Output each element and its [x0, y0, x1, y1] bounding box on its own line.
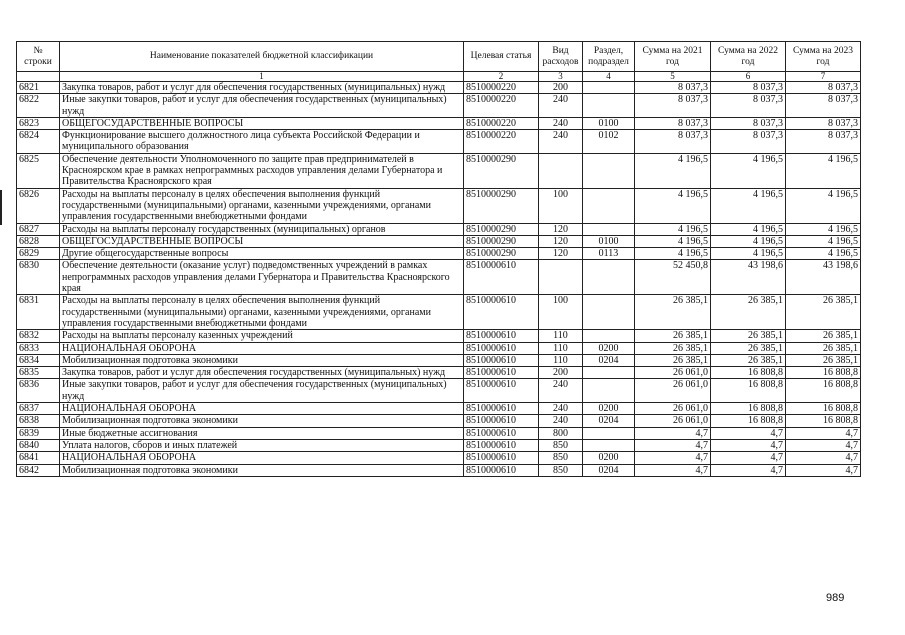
sum-2022-cell: 4 196,5 — [711, 153, 786, 188]
column-number: 7 — [786, 72, 861, 82]
target-article-cell: 8510000610 — [464, 415, 539, 427]
indicator-name-cell: Мобилизационная подготовка экономики — [60, 415, 464, 427]
target-article-cell: 8510000610 — [464, 354, 539, 366]
header-section: Раздел, подраздел — [583, 42, 635, 72]
sum-2021-cell: 26 061,0 — [635, 403, 711, 415]
indicator-name-cell: Иные бюджетные ассигнования — [60, 427, 464, 439]
sum-2023-cell: 16 808,8 — [786, 415, 861, 427]
table-row — [17, 427, 861, 439]
sum-2022-cell: 26 385,1 — [711, 342, 786, 354]
sum-2021-cell: 8 037,3 — [635, 130, 711, 154]
indicator-name-cell: Расходы на выплаты персоналу в целях обеспечения выполнения функций государственными (муниципальными) органами, казенными учреждениями, органами управления государственными внебюджетными фондами — [60, 295, 464, 330]
sum-2022-cell: 8 037,3 — [711, 130, 786, 154]
indicator-name-cell: Расходы на выплаты персоналу в целях обеспечения выполнения функций государственными (муниципальными) органами, казенными учреждениями, органами управления государственными внебюджетными фондами — [60, 188, 464, 223]
sum-2022-cell: 43 198,6 — [711, 260, 786, 295]
target-article-cell: 8510000290 — [464, 188, 539, 223]
indicator-name-cell: Другие общегосударственные вопросы — [60, 248, 464, 260]
target-article-cell: 8510000610 — [464, 427, 539, 439]
section-cell: 0200 — [583, 403, 635, 415]
sum-2023-cell: 4,7 — [786, 452, 861, 464]
table-row — [17, 295, 861, 330]
sum-2023-cell: 26 385,1 — [786, 330, 861, 342]
target-article-cell: 8510000610 — [464, 342, 539, 354]
sum-2023-cell: 8 037,3 — [786, 117, 861, 129]
table-row — [17, 82, 861, 94]
target-article-cell: 8510000290 — [464, 153, 539, 188]
sum-2021-cell: 8 037,3 — [635, 94, 711, 118]
expense-type-cell: 120 — [539, 223, 583, 235]
sum-2022-cell: 4,7 — [711, 452, 786, 464]
sum-2021-cell: 8 037,3 — [635, 82, 711, 94]
section-cell — [583, 94, 635, 118]
sum-2021-cell: 26 385,1 — [635, 342, 711, 354]
table-row — [17, 367, 861, 379]
column-number: 5 — [635, 72, 711, 82]
target-article-cell: 8510000610 — [464, 439, 539, 451]
column-number: 4 — [583, 72, 635, 82]
table-row — [17, 223, 861, 235]
target-article-cell: 8510000610 — [464, 330, 539, 342]
header-sum-2022: Сумма на 2022 год — [711, 42, 786, 72]
expense-type-cell: 850 — [539, 452, 583, 464]
section-cell — [583, 153, 635, 188]
sum-2021-cell: 4,7 — [635, 439, 711, 451]
indicator-name-cell: Мобилизационная подготовка экономики — [60, 354, 464, 366]
target-article-cell: 8510000220 — [464, 94, 539, 118]
section-cell: 0102 — [583, 130, 635, 154]
section-cell — [583, 295, 635, 330]
sum-2022-cell: 4,7 — [711, 464, 786, 476]
row-number-cell: 6828 — [17, 235, 60, 247]
sum-2021-cell: 4 196,5 — [635, 188, 711, 223]
section-cell: 0204 — [583, 415, 635, 427]
indicator-name-cell: ОБЩЕГОСУДАРСТВЕННЫЕ ВОПРОСЫ — [60, 117, 464, 129]
row-number-cell: 6825 — [17, 153, 60, 188]
section-cell — [583, 379, 635, 403]
row-number-cell: 6835 — [17, 367, 60, 379]
indicator-name-cell: Обеспечение деятельности (оказание услуг) подведомственных учреждений в рамках непрограммных расходов управления делами Губернатора и Правительства Красноярского края — [60, 260, 464, 295]
section-cell — [583, 330, 635, 342]
sum-2022-cell: 4 196,5 — [711, 248, 786, 260]
sum-2021-cell: 4 196,5 — [635, 248, 711, 260]
table-row — [17, 464, 861, 476]
page-edge-mark — [0, 190, 2, 225]
header-row — [17, 42, 861, 72]
sum-2022-cell: 4 196,5 — [711, 188, 786, 223]
column-number — [17, 72, 60, 82]
sum-2022-cell: 4 196,5 — [711, 223, 786, 235]
indicator-name-cell: Уплата налогов, сборов и иных платежей — [60, 439, 464, 451]
row-number-cell: 6840 — [17, 439, 60, 451]
section-cell — [583, 188, 635, 223]
expense-type-cell: 240 — [539, 94, 583, 118]
sum-2023-cell: 4 196,5 — [786, 248, 861, 260]
indicator-name-cell: НАЦИОНАЛЬНАЯ ОБОРОНА — [60, 342, 464, 354]
sum-2021-cell: 26 385,1 — [635, 354, 711, 366]
target-article-cell: 8510000610 — [464, 452, 539, 464]
indicator-name-cell: НАЦИОНАЛЬНАЯ ОБОРОНА — [60, 452, 464, 464]
sum-2021-cell: 4 196,5 — [635, 153, 711, 188]
target-article-cell: 8510000610 — [464, 260, 539, 295]
sum-2022-cell: 8 037,3 — [711, 117, 786, 129]
indicator-name-cell: НАЦИОНАЛЬНАЯ ОБОРОНА — [60, 403, 464, 415]
sum-2021-cell: 4,7 — [635, 452, 711, 464]
row-number-cell: 6821 — [17, 82, 60, 94]
sum-2023-cell: 16 808,8 — [786, 367, 861, 379]
target-article-cell: 8510000220 — [464, 82, 539, 94]
indicator-name-cell: Обеспечение деятельности Уполномоченного по защите прав предпринимателей в Красноярском крае в рамках непрограммных расходов управления делами Губернатора и Правительства Красноярского края — [60, 153, 464, 188]
indicator-name-cell: Закупка товаров, работ и услуг для обеспечения государственных (муниципальных) нужд — [60, 367, 464, 379]
column-number: 6 — [711, 72, 786, 82]
target-article-cell: 8510000290 — [464, 235, 539, 247]
section-cell: 0100 — [583, 235, 635, 247]
row-number-cell: 6834 — [17, 354, 60, 366]
sum-2022-cell: 26 385,1 — [711, 354, 786, 366]
column-number: 2 — [464, 72, 539, 82]
row-number-cell: 6830 — [17, 260, 60, 295]
target-article-cell: 8510000610 — [464, 464, 539, 476]
row-number-cell: 6826 — [17, 188, 60, 223]
row-number-cell: 6827 — [17, 223, 60, 235]
target-article-cell: 8510000610 — [464, 379, 539, 403]
section-cell: 0204 — [583, 354, 635, 366]
expense-type-cell: 240 — [539, 117, 583, 129]
sum-2021-cell: 26 061,0 — [635, 379, 711, 403]
sum-2023-cell: 4,7 — [786, 464, 861, 476]
expense-type-cell: 850 — [539, 439, 583, 451]
table-row — [17, 153, 861, 188]
section-cell — [583, 439, 635, 451]
expense-type-cell: 110 — [539, 354, 583, 366]
section-cell — [583, 367, 635, 379]
table-row — [17, 130, 861, 154]
expense-type-cell: 110 — [539, 342, 583, 354]
table-row — [17, 235, 861, 247]
expense-type-cell — [539, 260, 583, 295]
expense-type-cell: 800 — [539, 427, 583, 439]
page-number: 989 — [826, 592, 845, 604]
section-cell — [583, 223, 635, 235]
column-number: 3 — [539, 72, 583, 82]
sum-2021-cell: 26 061,0 — [635, 415, 711, 427]
section-cell — [583, 82, 635, 94]
indicator-name-cell: Расходы на выплаты персоналу казенных учреждений — [60, 330, 464, 342]
table-row — [17, 117, 861, 129]
target-article-cell: 8510000290 — [464, 223, 539, 235]
target-article-cell: 8510000610 — [464, 295, 539, 330]
sum-2023-cell: 8 037,3 — [786, 94, 861, 118]
row-number-cell: 6824 — [17, 130, 60, 154]
sum-2022-cell: 8 037,3 — [711, 82, 786, 94]
table-row — [17, 354, 861, 366]
sum-2023-cell: 26 385,1 — [786, 295, 861, 330]
sum-2022-cell: 8 037,3 — [711, 94, 786, 118]
header-sum-2021: Сумма на 2021 год — [635, 42, 711, 72]
row-number-cell: 6831 — [17, 295, 60, 330]
table-row — [17, 439, 861, 451]
sum-2023-cell: 4 196,5 — [786, 188, 861, 223]
table-row — [17, 415, 861, 427]
column-number: 1 — [60, 72, 464, 82]
indicator-name-cell: Иные закупки товаров, работ и услуг для обеспечения государственных (муниципальных) нужд — [60, 379, 464, 403]
header-row-num: № строки — [17, 42, 60, 72]
sum-2022-cell: 4,7 — [711, 439, 786, 451]
indicator-name-cell: Функционирование высшего должностного лица субъекта Российской Федерации и муниципального образования — [60, 130, 464, 154]
target-article-cell: 8510000290 — [464, 248, 539, 260]
sum-2023-cell: 43 198,6 — [786, 260, 861, 295]
expense-type-cell: 100 — [539, 295, 583, 330]
table-row — [17, 260, 861, 295]
sum-2021-cell: 26 385,1 — [635, 295, 711, 330]
sum-2022-cell: 26 385,1 — [711, 330, 786, 342]
expense-type-cell: 120 — [539, 248, 583, 260]
table-row — [17, 94, 861, 118]
section-cell — [583, 260, 635, 295]
section-cell — [583, 427, 635, 439]
expense-type-cell: 200 — [539, 82, 583, 94]
section-cell: 0200 — [583, 452, 635, 464]
sum-2021-cell: 26 061,0 — [635, 367, 711, 379]
section-cell: 0200 — [583, 342, 635, 354]
row-number-cell: 6837 — [17, 403, 60, 415]
row-number-cell: 6829 — [17, 248, 60, 260]
row-number-cell: 6832 — [17, 330, 60, 342]
indicator-name-cell: Иные закупки товаров, работ и услуг для обеспечения государственных (муниципальных) нужд — [60, 94, 464, 118]
row-number-cell: 6839 — [17, 427, 60, 439]
row-number-cell: 6838 — [17, 415, 60, 427]
expense-type-cell: 100 — [539, 188, 583, 223]
sum-2023-cell: 16 808,8 — [786, 403, 861, 415]
expense-type-cell: 240 — [539, 403, 583, 415]
sum-2023-cell: 26 385,1 — [786, 354, 861, 366]
sum-2022-cell: 4,7 — [711, 427, 786, 439]
table-row — [17, 342, 861, 354]
sum-2023-cell: 16 808,8 — [786, 379, 861, 403]
table-row — [17, 188, 861, 223]
target-article-cell: 8510000610 — [464, 367, 539, 379]
sum-2021-cell: 4 196,5 — [635, 223, 711, 235]
sum-2023-cell: 4,7 — [786, 427, 861, 439]
sum-2023-cell: 8 037,3 — [786, 130, 861, 154]
expense-type-cell: 120 — [539, 235, 583, 247]
sum-2021-cell: 4,7 — [635, 464, 711, 476]
sum-2023-cell: 8 037,3 — [786, 82, 861, 94]
sum-2022-cell: 16 808,8 — [711, 403, 786, 415]
header-name: Наименование показателей бюджетной классификации — [60, 42, 464, 72]
table-row — [17, 379, 861, 403]
sum-2021-cell: 26 385,1 — [635, 330, 711, 342]
target-article-cell: 8510000220 — [464, 130, 539, 154]
sum-2022-cell: 16 808,8 — [711, 415, 786, 427]
section-cell: 0204 — [583, 464, 635, 476]
row-number-cell: 6836 — [17, 379, 60, 403]
header-sum-2023: Сумма на 2023 год — [786, 42, 861, 72]
section-cell: 0100 — [583, 117, 635, 129]
table-body — [17, 82, 861, 477]
row-number-cell: 6823 — [17, 117, 60, 129]
expense-type-cell: 240 — [539, 379, 583, 403]
expense-type-cell: 850 — [539, 464, 583, 476]
sum-2021-cell: 8 037,3 — [635, 117, 711, 129]
indicator-name-cell: Закупка товаров, работ и услуг для обеспечения государственных (муниципальных) нужд — [60, 82, 464, 94]
sum-2023-cell: 4,7 — [786, 439, 861, 451]
sum-2022-cell: 16 808,8 — [711, 367, 786, 379]
row-number-cell: 6841 — [17, 452, 60, 464]
row-number-cell: 6822 — [17, 94, 60, 118]
sum-2023-cell: 4 196,5 — [786, 223, 861, 235]
expense-type-cell: 110 — [539, 330, 583, 342]
column-number-row — [17, 72, 861, 82]
row-number-cell: 6842 — [17, 464, 60, 476]
header-expense-type: Вид расходов — [539, 42, 583, 72]
sum-2021-cell: 4 196,5 — [635, 235, 711, 247]
budget-table — [16, 41, 861, 477]
sum-2021-cell: 52 450,8 — [635, 260, 711, 295]
target-article-cell: 8510000220 — [464, 117, 539, 129]
row-number-cell: 6833 — [17, 342, 60, 354]
expense-type-cell: 240 — [539, 415, 583, 427]
sum-2023-cell: 26 385,1 — [786, 342, 861, 354]
sum-2023-cell: 4 196,5 — [786, 235, 861, 247]
indicator-name-cell: ОБЩЕГОСУДАРСТВЕННЫЕ ВОПРОСЫ — [60, 235, 464, 247]
section-cell: 0113 — [583, 248, 635, 260]
sum-2022-cell: 4 196,5 — [711, 235, 786, 247]
header-target: Целевая статья — [464, 42, 539, 72]
expense-type-cell — [539, 153, 583, 188]
table-row — [17, 452, 861, 464]
expense-type-cell: 200 — [539, 367, 583, 379]
expense-type-cell: 240 — [539, 130, 583, 154]
sum-2022-cell: 26 385,1 — [711, 295, 786, 330]
table-row — [17, 403, 861, 415]
table-row — [17, 248, 861, 260]
sum-2022-cell: 16 808,8 — [711, 379, 786, 403]
indicator-name-cell: Расходы на выплаты персоналу государственных (муниципальных) органов — [60, 223, 464, 235]
sum-2021-cell: 4,7 — [635, 427, 711, 439]
sum-2023-cell: 4 196,5 — [786, 153, 861, 188]
target-article-cell: 8510000610 — [464, 403, 539, 415]
indicator-name-cell: Мобилизационная подготовка экономики — [60, 464, 464, 476]
table-row — [17, 330, 861, 342]
